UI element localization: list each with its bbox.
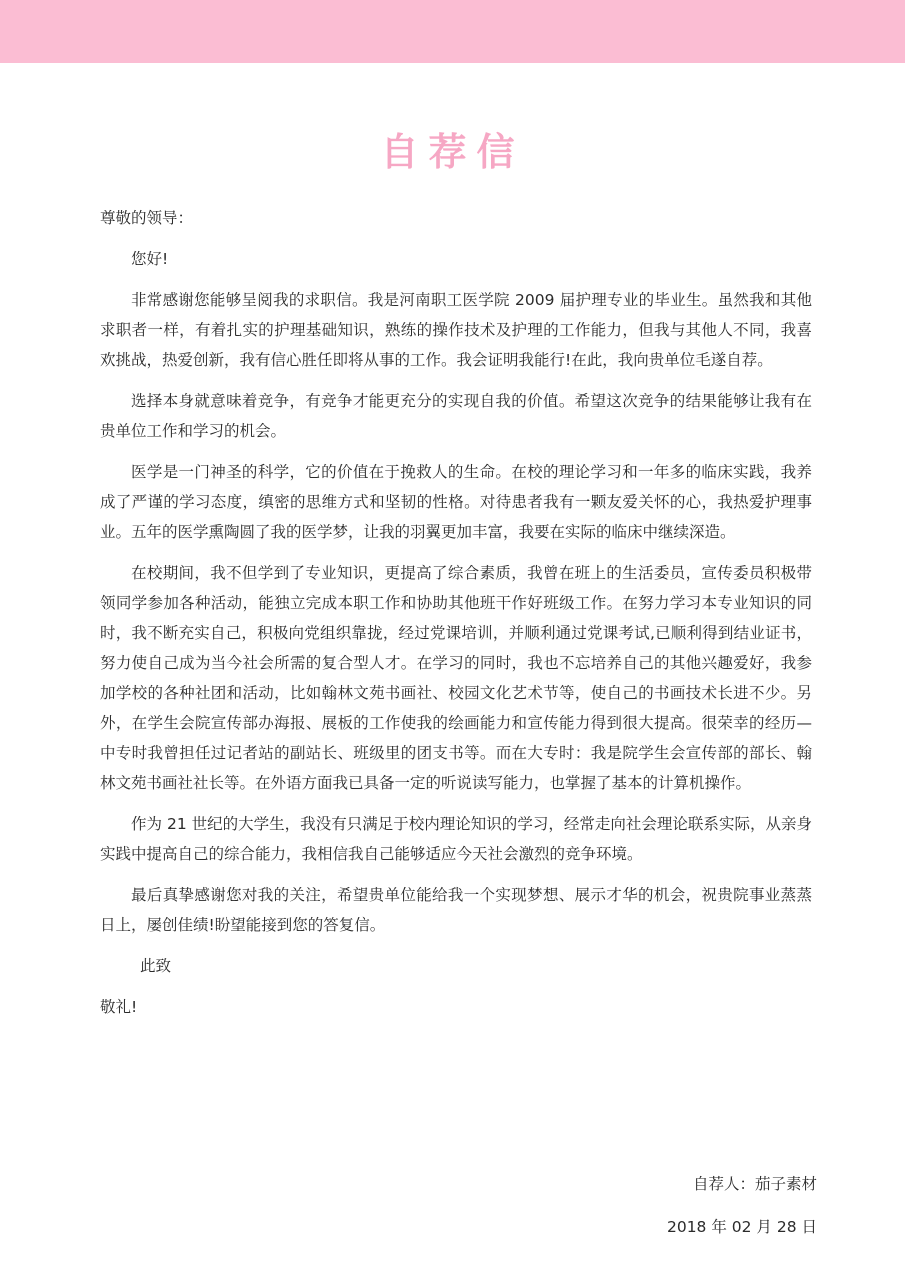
signature-name: 自荐人：茄子素材 xyxy=(692,1175,817,1193)
paragraph-thanks: 最后真挚感谢您对我的关注，希望贵单位能给我一个实现梦想、展示才华的机会，祝贵院事业蒸蒸日上，屡创佳绩!盼望能接到您的答复信。 xyxy=(100,886,812,934)
paragraph-intro: 非常感谢您能够呈阅我的求职信。我是河南职工医学院 2009 届护理专业的毕业生。虽然我和其他求职者一样，有着扎实的护理基础知识，熟练的操作技术及护理的工作能力，但我与其他人不同，我喜欢挑战，热爱创新，我有信心胜任即将从事的工作。我会证明我能行!在此，我向贵单位毛遂自荐。 xyxy=(100,291,812,369)
paragraph-practice: 作为 21 世纪的大学生，我没有只满足于校内理论知识的学习，经常走向社会理论联系实际，从亲身实践中提高自己的综合能力，我相信我自己能够适应今天社会激烈的竞争环境。 xyxy=(100,815,812,863)
signature-date: 2018 年 02 月 28 日 xyxy=(666,1218,817,1236)
page-title: 自荐信 xyxy=(380,130,525,174)
signature-block xyxy=(667,1169,817,1242)
paragraph-campus-experience: 在校期间，我不但学到了专业知识，更提高了综合素质，我曾在班上的生活委员，宣传委员积极带领同学参加各种活动，能独立完成本职工作和协助其他班干作好班级工作。在努力学习本专业知识的同时，我不断充实自己，积极向党组织靠拢，经过党课培训，并顺利通过党课考试,已顺利得到结业证书，努力使自己成为当今社会所需的复合型人才。在学习的同时，我也不忘培养自己的其他兴趣爱好，我参加学校的各种社团和活动，比如翰林文苑书画社、校园文化艺术节等，使自己的书画技术长进不少。另外，在学生会院宣传部办海报、展板的工作使我的绘画能力和宣传能力得到很大提高。很荣幸的经历—中专时我曾担任过记者站的副站长、班级里的团支书等。而在大专时：我是院学生会宣传部的部长、翰林文苑书画社社长等。在外语方面我已具备一定的听说读写能力，也掌握了基本的计算机操作。 xyxy=(100,564,812,792)
closing-jingli: 敬礼! xyxy=(100,998,138,1016)
salutation: 尊敬的领导： xyxy=(100,209,194,227)
letter-body xyxy=(100,203,812,1022)
paragraph-medicine: 医学是一门神圣的科学，它的价值在于挽救人的生命。在校的理论学习和一年多的临床实践，我养成了严谨的学习态度，缜密的思维方式和坚韧的性格。对待患者我有一颗友爱关怀的心，我热爱护理事业。五年的医学熏陶圆了我的医学梦，让我的羽翼更加丰富，我要在实际的临床中继续深造。 xyxy=(100,463,812,541)
paragraph-competition: 选择本身就意味着竞争，有竞争才能更充分的实现自我的价值。希望这次竞争的结果能够让我有在贵单位工作和学习的机会。 xyxy=(100,392,812,440)
closing-cizhi: 此致 xyxy=(140,957,172,975)
greeting-line: 您好! xyxy=(131,250,169,268)
header-band xyxy=(0,0,905,63)
